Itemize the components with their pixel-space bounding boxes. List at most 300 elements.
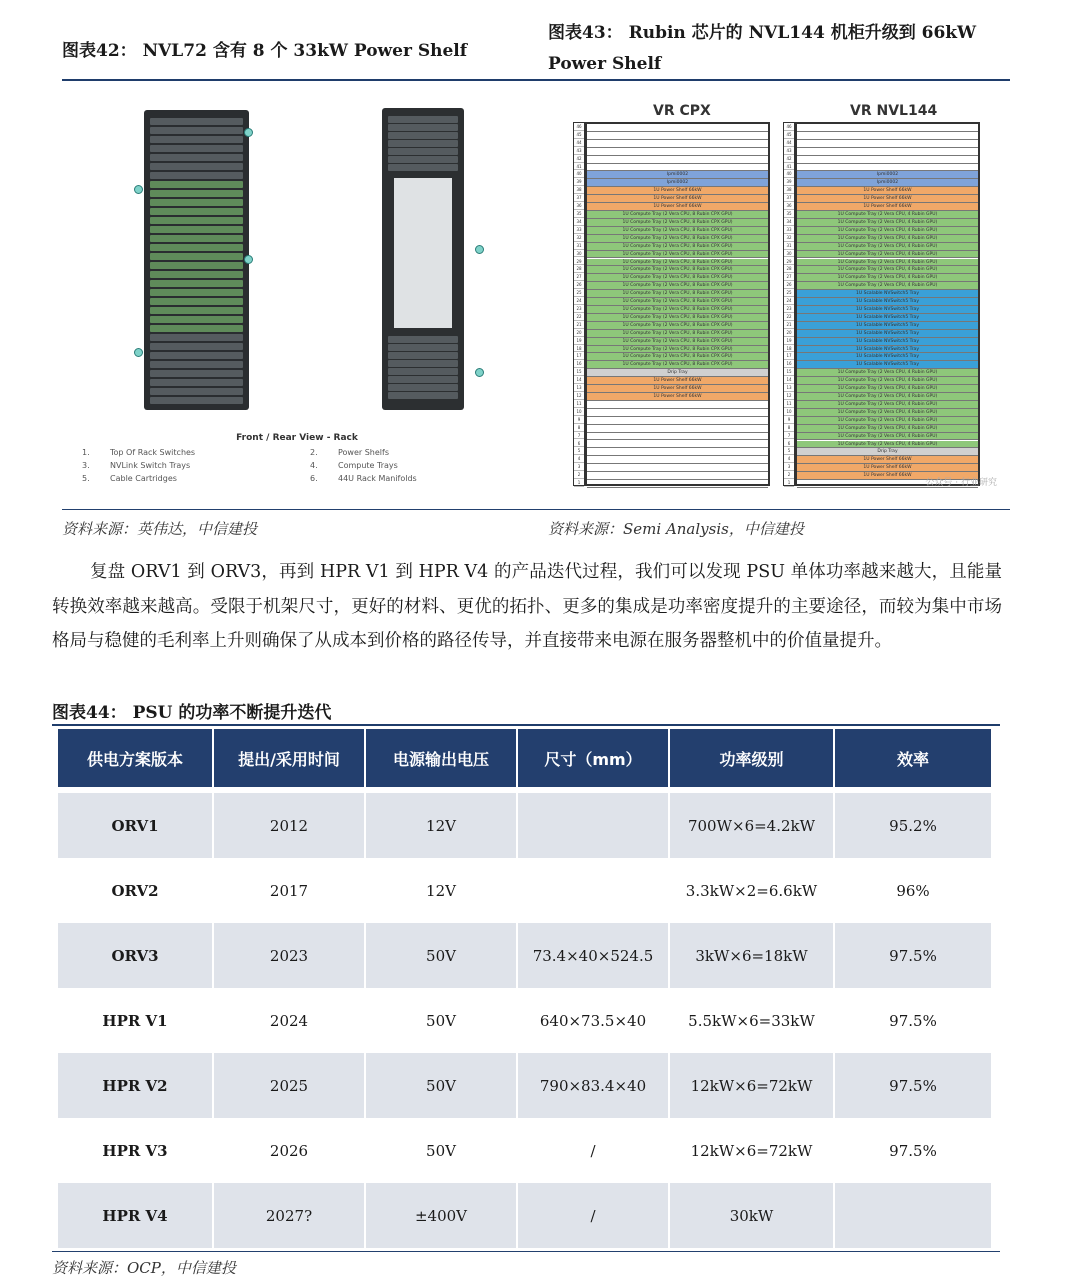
table-row xyxy=(58,858,991,923)
rack-slot: Ipmi0002 xyxy=(797,171,978,179)
table-cell: 2025 xyxy=(214,1053,366,1118)
slot-number: 27 xyxy=(574,273,584,281)
rack-slot xyxy=(797,164,978,172)
rack-unit xyxy=(388,368,458,375)
table-cell: 3.3kW×2=6.6kW xyxy=(670,858,835,923)
rack-rear-view xyxy=(382,108,464,410)
rack-slot xyxy=(587,124,768,132)
rack-unit xyxy=(150,289,243,296)
slot-number: 6 xyxy=(574,440,584,448)
table-cell: ±400V xyxy=(366,1183,518,1248)
slot-number: 3 xyxy=(574,463,584,471)
rack-unit xyxy=(150,172,243,179)
rack-slot xyxy=(797,148,978,156)
slot-number: 1 xyxy=(784,479,794,487)
table-cell: 50V xyxy=(366,923,518,988)
legend-number: 5. xyxy=(82,474,90,483)
slot-number: 33 xyxy=(574,226,584,234)
slot-number: 28 xyxy=(574,265,584,273)
rack-front-rear-figure xyxy=(62,90,532,500)
slot-number: 26 xyxy=(574,281,584,289)
slot-number: 26 xyxy=(784,281,794,289)
table-cell-version: ORV1 xyxy=(58,793,214,858)
rack-slot xyxy=(797,132,978,140)
rack-slot xyxy=(797,140,978,148)
slot-number: 38 xyxy=(574,186,584,194)
rack-slot: 1U Scalable NVSwitch5 Tray xyxy=(797,298,978,306)
slot-number: 40 xyxy=(784,170,794,178)
rack-front-view xyxy=(144,110,249,410)
figure-42-source: 资料来源：英伟达，中信建投 xyxy=(62,520,258,538)
rack-unit xyxy=(150,280,243,287)
rack-slot: 1U Compute Tray (2 Vera CPU, 8 Rubin CPX GPU) xyxy=(587,251,768,259)
rack-unit xyxy=(388,116,458,123)
slot-number: 16 xyxy=(574,360,584,368)
slot-number: 22 xyxy=(574,313,584,321)
rack-slot: 1U Compute Tray (2 Vera CPU, 4 Rubin GPU) xyxy=(797,251,978,259)
table-cell: 5.5kW×6=33kW xyxy=(670,988,835,1053)
rack-slot xyxy=(587,441,768,449)
slot-number: 18 xyxy=(784,345,794,353)
slot-number: 24 xyxy=(784,297,794,305)
rack-slot: 1U Compute Tray (2 Vera CPU, 4 Rubin GPU) xyxy=(797,433,978,441)
callout-marker xyxy=(475,245,484,254)
table-row xyxy=(58,923,991,988)
rack-unit xyxy=(150,145,243,152)
header-rule xyxy=(62,79,1010,81)
rack-slot: 1U Compute Tray (2 Vera CPU, 8 Rubin CPX GPU) xyxy=(587,259,768,267)
rack-unit xyxy=(150,190,243,197)
rack-slot: 1U Compute Tray (2 Vera CPU, 4 Rubin GPU) xyxy=(797,409,978,417)
legend-number: 4. xyxy=(310,461,318,470)
table-cell: 50V xyxy=(366,1053,518,1118)
table-cell-version: ORV2 xyxy=(58,858,214,923)
slot-number: 36 xyxy=(784,202,794,210)
rack-slot: 1U Compute Tray (2 Vera CPU, 8 Rubin CPX GPU) xyxy=(587,298,768,306)
table-cell: 2024 xyxy=(214,988,366,1053)
rack-unit xyxy=(388,344,458,351)
slot-number: 42 xyxy=(784,155,794,163)
rack-unit xyxy=(388,384,458,391)
slot-number: 16 xyxy=(784,360,794,368)
table-cell-version: HPR V1 xyxy=(58,988,214,1053)
slot-number: 39 xyxy=(784,178,794,186)
rack-unit xyxy=(150,199,243,206)
slot-number: 35 xyxy=(784,210,794,218)
rack-unit xyxy=(388,132,458,139)
table-cell: 97.5% xyxy=(835,923,991,988)
legend-label: NVLink Switch Trays xyxy=(110,461,191,470)
rack-slot: 1U Power Shelf 66kW xyxy=(587,195,768,203)
slot-number: 21 xyxy=(574,321,584,329)
table-cell: 97.5% xyxy=(835,1053,991,1118)
slot-number: 21 xyxy=(784,321,794,329)
rack-slot: 1U Compute Tray (2 Vera CPU, 4 Rubin GPU) xyxy=(797,385,978,393)
rack-slot: 1U Compute Tray (2 Vera CPU, 8 Rubin CPX GPU) xyxy=(587,211,768,219)
figure-43-title: 图表43： Rubin 芯片的 NVL144 机柜升级到 66kW Power Shelf xyxy=(548,23,977,74)
rack-slot xyxy=(587,156,768,164)
rack-slot: 1U Compute Tray (2 Vera CPU, 4 Rubin GPU) xyxy=(797,235,978,243)
slot-number: 13 xyxy=(784,384,794,392)
slot-number: 44 xyxy=(574,139,584,147)
rack-slot: 1U Compute Tray (2 Vera CPU, 4 Rubin GPU) xyxy=(797,259,978,267)
slot-number: 10 xyxy=(784,408,794,416)
rack-unit xyxy=(150,334,243,341)
slot-number: 3 xyxy=(784,463,794,471)
rack-unit xyxy=(388,360,458,367)
table-cell: 97.5% xyxy=(889,1011,937,1030)
table-cell: 97.5% xyxy=(889,1141,937,1160)
slot-number: 19 xyxy=(574,337,584,345)
slot-number: 19 xyxy=(784,337,794,345)
slot-number: 37 xyxy=(784,194,794,202)
slot-number: 15 xyxy=(784,368,794,376)
rack-slot: 1U Compute Tray (2 Vera CPU, 4 Rubin GPU) xyxy=(797,393,978,401)
rack-slot: 1U Scalable NVSwitch5 Tray xyxy=(797,306,978,314)
rack-slot: 1U Compute Tray (2 Vera CPU, 4 Rubin GPU) xyxy=(797,377,978,385)
rack-slot: 1U Scalable NVSwitch5 Tray xyxy=(797,314,978,322)
rack-unit xyxy=(150,244,243,251)
rack-slot: 1U Compute Tray (2 Vera CPU, 4 Rubin GPU) xyxy=(797,417,978,425)
slot-number: 34 xyxy=(784,218,794,226)
slot-number: 5 xyxy=(574,447,584,455)
slot-number: 32 xyxy=(574,234,584,242)
rack-unit xyxy=(150,298,243,305)
slot-number: 29 xyxy=(574,258,584,266)
rack-unit xyxy=(388,124,458,131)
table-row xyxy=(58,1183,991,1248)
slot-number: 20 xyxy=(784,329,794,337)
watermark: 公众号 · 行业研究 xyxy=(925,478,997,488)
rack-slot: 1U Power Shelf 66kW xyxy=(797,195,978,203)
table-cell: 2023 xyxy=(214,923,366,988)
rack-rear-manifold xyxy=(394,178,452,328)
slot-number: 8 xyxy=(574,424,584,432)
rack-slot: 1U Compute Tray (2 Vera CPU, 8 Rubin CPX GPU) xyxy=(587,346,768,354)
slot-number: 18 xyxy=(574,345,584,353)
rack-unit xyxy=(150,262,243,269)
rack-slot: 1U Scalable NVSwitch5 Tray xyxy=(797,353,978,361)
slot-number: 36 xyxy=(574,202,584,210)
slot-number: 25 xyxy=(574,289,584,297)
rack-slot: 1U Compute Tray (2 Vera CPU, 8 Rubin CPX GPU) xyxy=(587,243,768,251)
table-cell: 30kW xyxy=(670,1183,835,1248)
slot-number: 41 xyxy=(784,163,794,171)
rack-unit xyxy=(150,325,243,332)
col-title-vr-cpx: VR CPX xyxy=(653,103,711,119)
slot-number: 9 xyxy=(574,416,584,424)
table-cell: / xyxy=(518,1118,670,1183)
rack-slot: 1U Power Shelf 66kW xyxy=(587,393,768,401)
slot-number: 38 xyxy=(784,186,794,194)
table-cell-version: HPR V3 xyxy=(58,1118,214,1183)
rack-slot: 1U Compute Tray (2 Vera CPU, 8 Rubin CPX GPU) xyxy=(587,219,768,227)
rack-slot xyxy=(587,433,768,441)
rack-slot xyxy=(587,132,768,140)
rack-unit xyxy=(150,118,243,125)
rack-slot xyxy=(587,472,768,480)
rack-unit xyxy=(150,217,243,224)
rack-slot: 1U Scalable NVSwitch5 Tray xyxy=(797,346,978,354)
slot-number: 9 xyxy=(784,416,794,424)
slot-number: 2 xyxy=(784,471,794,479)
slot-number: 14 xyxy=(784,376,794,384)
rack-slot: 1U Compute Tray (2 Vera CPU, 4 Rubin GPU) xyxy=(797,211,978,219)
table-header-cell: 提出/采用时间 xyxy=(214,729,366,793)
slot-number: 25 xyxy=(784,289,794,297)
rack-slot: 1U Compute Tray (2 Vera CPU, 8 Rubin CPX GPU) xyxy=(587,314,768,322)
rack-slot: 1U Compute Tray (2 Vera CPU, 4 Rubin GPU) xyxy=(797,425,978,433)
rack-slot xyxy=(587,140,768,148)
table-header-cell: 功率级别 xyxy=(670,729,835,793)
rack-slot: 1U Scalable NVSwitch5 Tray xyxy=(797,330,978,338)
slot-number: 4 xyxy=(784,455,794,463)
rack-unit xyxy=(150,208,243,215)
slot-number: 13 xyxy=(574,384,584,392)
rack-slot: 1U Compute Tray (2 Vera CPU, 4 Rubin GPU) xyxy=(797,282,978,290)
rack-slot xyxy=(587,456,768,464)
slot-number: 23 xyxy=(574,305,584,313)
slot-number: 22 xyxy=(784,313,794,321)
table-cell: 2012 xyxy=(214,793,366,858)
rack-slot: 1U Compute Tray (2 Vera CPU, 8 Rubin CPX GPU) xyxy=(587,282,768,290)
rack-unit xyxy=(150,136,243,143)
slot-number: 20 xyxy=(574,329,584,337)
rack-slot: 1U Scalable NVSwitch5 Tray xyxy=(797,338,978,346)
rack-unit xyxy=(150,307,243,314)
slot-number: 33 xyxy=(784,226,794,234)
figure-44-title: 图表44： PSU 的功率不断提升迭代 xyxy=(52,703,332,723)
psu-iteration-table xyxy=(58,729,991,1248)
table-cell: 700W×6=4.2kW xyxy=(670,793,835,858)
slot-numbers-nvl144 xyxy=(783,122,795,486)
rack-slot: 1U Compute Tray (2 Vera CPU, 4 Rubin GPU) xyxy=(797,266,978,274)
rack-slot xyxy=(587,464,768,472)
col-title-vr-nvl144: VR NVL144 xyxy=(850,103,938,119)
legend-label: Top Of Rack Switches xyxy=(110,448,196,457)
table-cell: 2027? xyxy=(214,1183,366,1248)
rack-unit xyxy=(150,163,243,170)
slot-number: 42 xyxy=(574,155,584,163)
slot-number: 12 xyxy=(574,392,584,400)
slot-number: 45 xyxy=(784,131,794,139)
callout-marker xyxy=(134,185,143,194)
table-top-rule xyxy=(52,724,1000,726)
rack-slot: 1U Compute Tray (2 Vera CPU, 8 Rubin CPX GPU) xyxy=(587,330,768,338)
slot-number: 32 xyxy=(784,234,794,242)
table-cell: 2017 xyxy=(214,858,366,923)
table-header-cell: 电源输出电压 xyxy=(366,729,518,793)
rack-slot xyxy=(797,124,978,132)
rack-slot: 1U Power Shelf 66kW xyxy=(587,385,768,393)
rack-slot xyxy=(587,425,768,433)
rack-slot: 1U Compute Tray (2 Vera CPU, 8 Rubin CPX GPU) xyxy=(587,235,768,243)
rack-slot: 1U Compute Tray (2 Vera CPU, 4 Rubin GPU) xyxy=(797,369,978,377)
rack-slot: 1U Compute Tray (2 Vera CPU, 4 Rubin GPU) xyxy=(797,441,978,449)
rack-slot: 1U Power Shelf 66kW xyxy=(797,456,978,464)
table-bottom-rule xyxy=(52,1251,1000,1252)
legend-label: Power Shelfs xyxy=(338,448,390,457)
rack-slot: 1U Compute Tray (2 Vera CPU, 4 Rubin GPU) xyxy=(797,227,978,235)
table-header-cell: 供电方案版本 xyxy=(58,729,214,793)
figure-44-source: 资料来源：OCP，中信建投 xyxy=(52,1259,236,1277)
legend-number: 2. xyxy=(310,448,318,457)
rack-slot: 1U Compute Tray (2 Vera CPU, 4 Rubin GPU) xyxy=(797,401,978,409)
rack-slot: 1U Compute Tray (2 Vera CPU, 8 Rubin CPX GPU) xyxy=(587,274,768,282)
figure-43-source: 资料来源：Semi Analysis，中信建投 xyxy=(548,520,804,538)
slot-number: 6 xyxy=(784,440,794,448)
slot-number: 7 xyxy=(574,432,584,440)
table-cell: 96% xyxy=(896,881,930,900)
rack-unit xyxy=(150,361,243,368)
slot-number: 17 xyxy=(574,352,584,360)
slot-number: 11 xyxy=(574,400,584,408)
rack-unit xyxy=(150,397,243,404)
callout-marker xyxy=(475,368,484,377)
rack-unit xyxy=(150,388,243,395)
slot-number: 45 xyxy=(574,131,584,139)
rack-slot: 1U Compute Tray (2 Vera CPU, 4 Rubin GPU) xyxy=(797,219,978,227)
figure-42-title: 图表42： NVL72 含有 8 个 33kW Power Shelf xyxy=(62,41,468,61)
rack-slot: 1U Compute Tray (2 Vera CPU, 8 Rubin CPX GPU) xyxy=(587,322,768,330)
rack-unit xyxy=(150,352,243,359)
legend-number: 3. xyxy=(82,461,90,470)
slot-number: 11 xyxy=(784,400,794,408)
table-cell-version: HPR V4 xyxy=(58,1183,214,1248)
rack-slot xyxy=(797,156,978,164)
rack-slot: 1U Compute Tray (2 Vera CPU, 8 Rubin CPX GPU) xyxy=(587,338,768,346)
rack-unit xyxy=(150,379,243,386)
rack-unit xyxy=(388,164,458,171)
rack-unit xyxy=(150,235,243,242)
rack-unit xyxy=(150,181,243,188)
slot-number: 4 xyxy=(574,455,584,463)
slot-number: 41 xyxy=(574,163,584,171)
rack-slot: 1U Compute Tray (2 Vera CPU, 8 Rubin CPX GPU) xyxy=(587,227,768,235)
rack-slot: 1U Power Shelf 66kW xyxy=(797,464,978,472)
rack-slot: Ipmi0002 xyxy=(587,171,768,179)
slot-number: 46 xyxy=(784,123,794,131)
rack-unit xyxy=(388,392,458,399)
rack-slot xyxy=(587,164,768,172)
slot-number: 12 xyxy=(784,392,794,400)
slot-number: 5 xyxy=(784,447,794,455)
legend-label: 44U Rack Manifolds xyxy=(338,474,417,483)
slot-number: 2 xyxy=(574,471,584,479)
slot-number: 43 xyxy=(574,147,584,155)
table-cell-version: ORV3 xyxy=(58,923,214,988)
rack-slot xyxy=(587,401,768,409)
rack-slot: 1U Power Shelf 66kW xyxy=(587,187,768,195)
rack-unit xyxy=(150,343,243,350)
table-cell xyxy=(835,1183,991,1248)
rack-slot: Drip Tray xyxy=(797,448,978,456)
slot-number: 7 xyxy=(784,432,794,440)
rack-slot: 1U Power Shelf 66kW xyxy=(587,203,768,211)
rack-unit xyxy=(150,127,243,134)
table-row xyxy=(58,793,991,858)
rack-slot xyxy=(587,409,768,417)
slot-number: 29 xyxy=(784,258,794,266)
legend-label: Compute Trays xyxy=(338,461,398,470)
table-cell: 12V xyxy=(366,793,518,858)
legend-number: 6. xyxy=(310,474,318,483)
rack-elevation-figure xyxy=(565,100,1015,492)
slot-number: 30 xyxy=(784,250,794,258)
table-cell: 12kW×6=72kW xyxy=(670,1118,835,1183)
rack-unit xyxy=(388,352,458,359)
rack-slot: 1U Scalable NVSwitch5 Tray xyxy=(797,361,978,369)
slot-number: 34 xyxy=(574,218,584,226)
table-cell: 50V xyxy=(366,988,518,1053)
table-cell: 790×83.4×40 xyxy=(518,1053,670,1118)
rack-slot: Ipmi0002 xyxy=(797,179,978,187)
rack-slot: 1U Scalable NVSwitch5 Tray xyxy=(797,290,978,298)
rack-slot: 1U Compute Tray (2 Vera CPU, 4 Rubin GPU) xyxy=(797,243,978,251)
rack-slot: 1U Compute Tray (2 Vera CPU, 8 Rubin CPX GPU) xyxy=(587,361,768,369)
rack-slot xyxy=(587,417,768,425)
rack-unit xyxy=(388,156,458,163)
callout-marker xyxy=(134,348,143,357)
rack-unit xyxy=(150,271,243,278)
slot-number: 28 xyxy=(784,265,794,273)
slot-number: 31 xyxy=(574,242,584,250)
rack-slot: Ipmi0002 xyxy=(587,179,768,187)
slot-number: 14 xyxy=(574,376,584,384)
legend-label: Cable Cartridges xyxy=(110,474,177,483)
table-cell: 95.2% xyxy=(835,793,991,858)
rack-unit xyxy=(388,148,458,155)
slot-number: 17 xyxy=(784,352,794,360)
rack-slot: 1U Compute Tray (2 Vera CPU, 8 Rubin CPX GPU) xyxy=(587,306,768,314)
slot-number: 44 xyxy=(784,139,794,147)
table-row xyxy=(58,1118,991,1183)
table-cell-version: HPR V2 xyxy=(58,1053,214,1118)
table-header-cell: 尺寸（mm） xyxy=(518,729,670,793)
table-cell: 3kW×6=18kW xyxy=(670,923,835,988)
callout-marker xyxy=(244,128,253,137)
table-cell: / xyxy=(518,1183,670,1248)
slot-number: 27 xyxy=(784,273,794,281)
rack-slot: 1U Power Shelf 66kW xyxy=(797,472,978,480)
table-cell: 50V xyxy=(366,1118,518,1183)
rack-slot: Drip Tray xyxy=(587,369,768,377)
slot-number: 43 xyxy=(784,147,794,155)
slot-number: 1 xyxy=(574,479,584,487)
rack-legend-title: Front / Rear View - Rack xyxy=(236,433,358,443)
slot-number: 46 xyxy=(574,123,584,131)
rack-slot xyxy=(587,148,768,156)
slot-number: 10 xyxy=(574,408,584,416)
slot-numbers-cpx xyxy=(573,122,585,486)
rack-unit xyxy=(388,336,458,343)
rack-unit xyxy=(150,370,243,377)
body-paragraph: 复盘 ORV1 到 ORV3，再到 HPR V1 到 HPR V4 的产品迭代过程，我们可以发现 PSU 单体功率越来越大，且能量转换效率越来越高。受限于机架尺寸，更好的材料、更优的拓扑、更多的集成是功率密度提升的主要途径，而较为集中市场格局与稳健的毛利率上升则确保了从成本到价格的路径传导，并直接带来电源在服务器整机中的价值量提升。 xyxy=(52,562,1002,651)
figure-bottom-rule xyxy=(62,509,1010,510)
slot-number: 30 xyxy=(574,250,584,258)
rack-unit xyxy=(388,376,458,383)
legend-number: 1. xyxy=(82,448,90,457)
rack-slot: 1U Compute Tray (2 Vera CPU, 4 Rubin GPU) xyxy=(797,274,978,282)
table-cell: 12V xyxy=(366,858,518,923)
rack-slot: 1U Power Shelf 66kW xyxy=(797,187,978,195)
table-cell: 73.4×40×524.5 xyxy=(518,923,670,988)
slot-number: 35 xyxy=(574,210,584,218)
slot-number: 39 xyxy=(574,178,584,186)
rack-column-vr-cpx xyxy=(585,122,770,486)
rack-unit xyxy=(388,140,458,147)
rack-slot xyxy=(587,480,768,488)
